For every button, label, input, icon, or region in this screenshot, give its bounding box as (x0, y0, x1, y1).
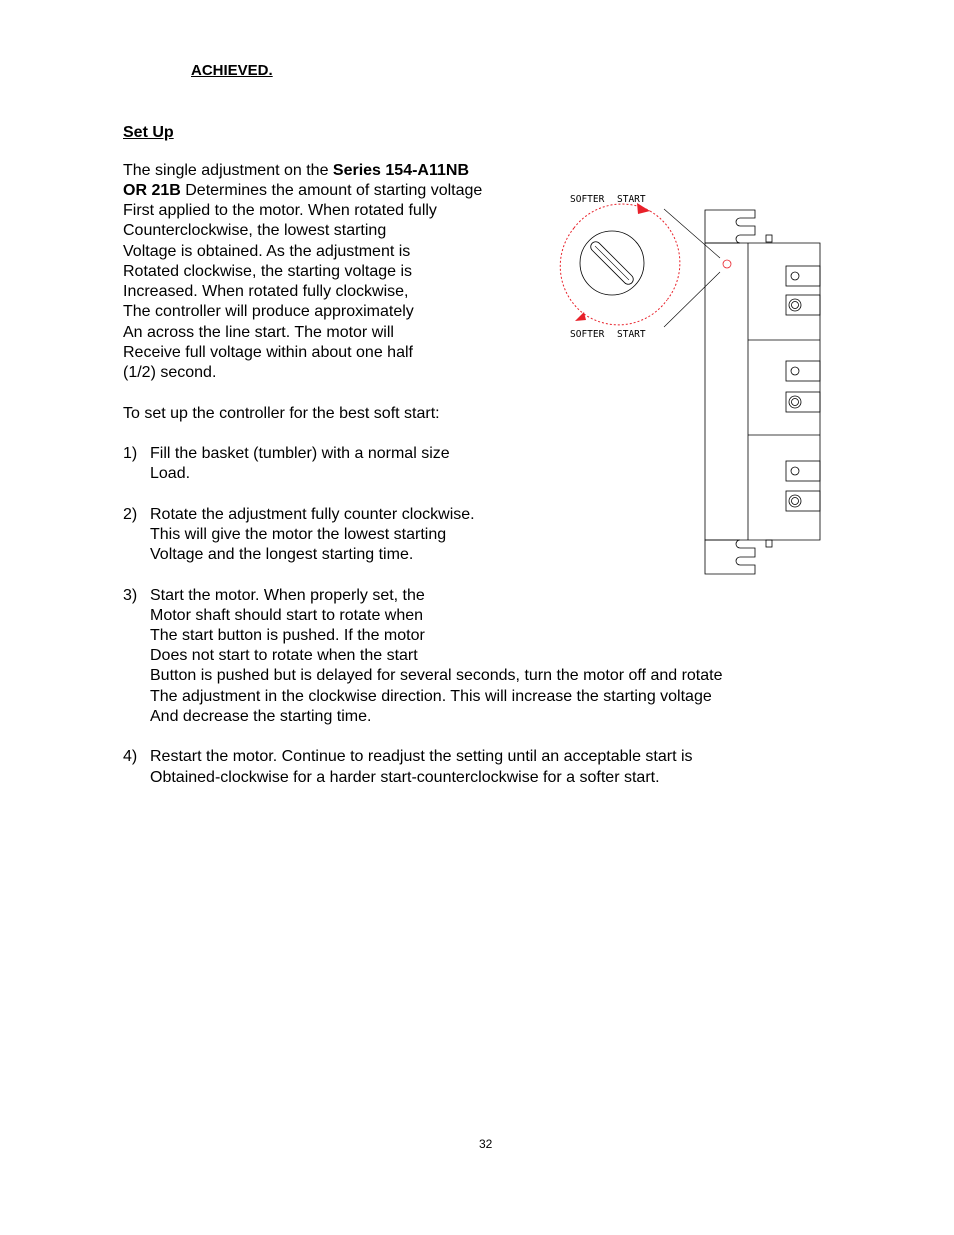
step-line: And decrease the starting time. (150, 708, 372, 725)
intro-line: (1/2) second. (123, 364, 217, 381)
intro-line: An across the line start. The motor will (123, 324, 394, 341)
rotation-arc-left (560, 228, 584, 314)
step-number: 4) (123, 748, 138, 765)
step-line: Load. (150, 465, 191, 482)
top-heading: ACHIEVED. (191, 62, 273, 79)
intro-line: First applied to the motor. When rotated fully (123, 202, 437, 219)
label-top-softer: SOFTER (570, 194, 605, 205)
page-number: 32 (479, 1137, 493, 1151)
section-heading: Set Up (123, 124, 174, 141)
step-line: Motor shaft should start to rotate when (150, 607, 424, 624)
unit-adjust-knob (723, 260, 731, 268)
controller-unit (705, 210, 820, 574)
label-bottom-start: START (617, 329, 646, 340)
step-number: 3) (123, 587, 138, 604)
step-line: Start the motor. When properly set, the (150, 587, 425, 604)
intro-line: Voltage is obtained. As the adjustment is (123, 243, 411, 260)
step-line: This will give the motor the lowest starting (150, 526, 447, 543)
series-model: Series 154-A11NB (332, 162, 469, 179)
intro-line: OR 21B Determines the amount of starting voltage (123, 182, 483, 199)
series-model-alt: OR 21B (123, 182, 181, 199)
step-line: The adjustment in the clockwise direction. This will increase the starting voltage (150, 688, 712, 705)
step-number: 2) (123, 506, 138, 523)
label-bottom-softer: SOFTER (570, 329, 605, 340)
arrow-head-bottom (575, 312, 586, 321)
step-line: Voltage and the longest starting time. (150, 546, 414, 563)
intro-line: Counterclockwise, the lowest starting (123, 222, 387, 239)
label-top-start: START (617, 194, 646, 205)
controller-diagram (540, 180, 840, 580)
intro-line: Rotated clockwise, the starting voltage is (123, 263, 413, 280)
step-line: Restart the motor. Continue to readjust the setting until an acceptable start is (150, 748, 693, 765)
step-line: The start button is pushed. If the motor (150, 627, 425, 644)
step-number: 1) (123, 445, 138, 462)
intro-line: The single adjustment on the Series 154-A11NB (123, 162, 469, 179)
rotation-arc-right (650, 211, 680, 300)
intro-line: Increased. When rotated fully clockwise, (123, 283, 409, 300)
setup-lead: To set up the controller for the best soft start: (123, 405, 440, 422)
step-line: Button is pushed but is delayed for several seconds, turn the motor off and rotate (150, 667, 723, 684)
step-line: Obtained-clockwise for a harder start-counterclockwise for a softer start. (150, 769, 660, 786)
intro-line: Receive full voltage within about one half (123, 344, 413, 361)
leader-line-bottom (664, 272, 720, 327)
step-line: Does not start to rotate when the start (150, 647, 418, 664)
step-line: Fill the basket (tumbler) with a normal size (150, 445, 450, 462)
rotation-arc-bottom (584, 300, 667, 325)
intro-line: The controller will produce approximately (123, 303, 414, 320)
step-line: Rotate the adjustment fully counter clockwise. (150, 506, 475, 523)
